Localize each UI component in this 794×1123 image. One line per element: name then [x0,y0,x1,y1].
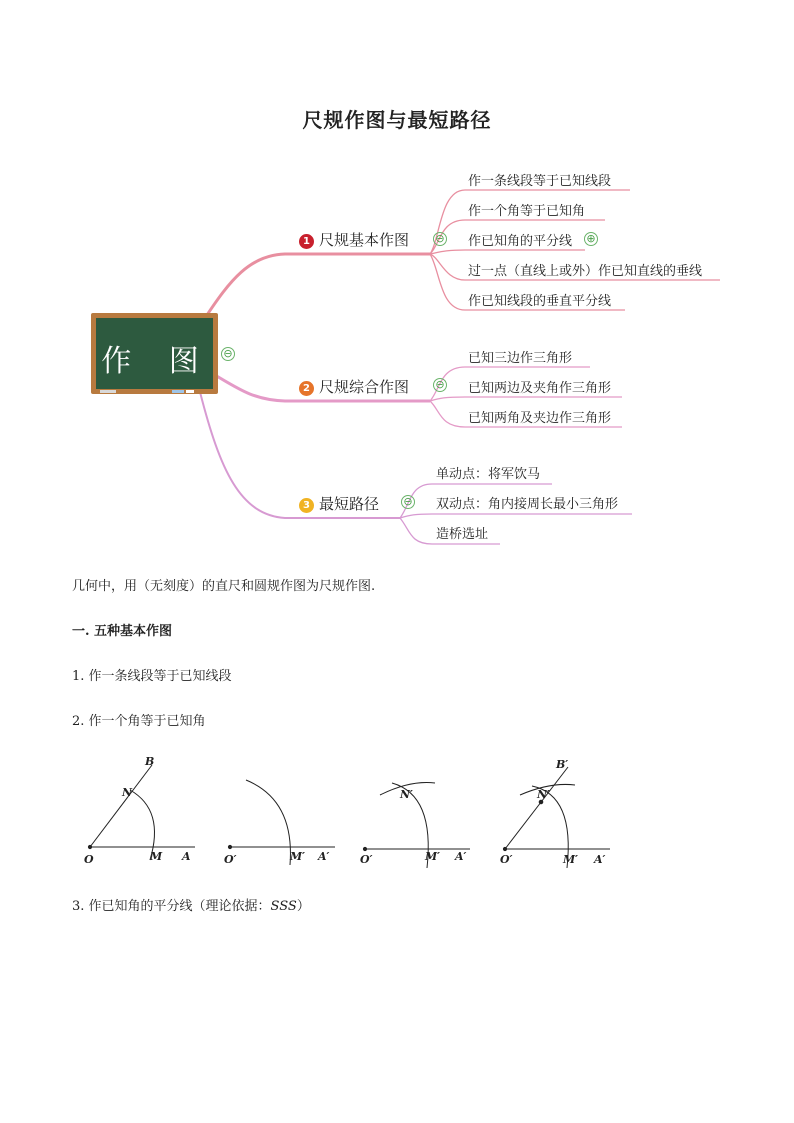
item-3-prefix: 3. 作已知角的平分线（理论依据： [72,899,271,914]
chalkboard-text: 作 图 [101,344,213,379]
leaf-1-5[interactable]: 作已知线段的垂直平分线 [468,294,612,309]
item-2: 2. 作一个角等于已知角 [72,714,206,729]
mindmap-connectors [0,0,794,560]
fig2-label-A: A′ [318,850,330,863]
branch-1[interactable] [299,229,409,250]
leaf-3-2[interactable]: 双动点：角内接周长最小三角形 [436,497,619,512]
badge-2: 2 [299,381,314,396]
leaf-1-1[interactable]: 作一条线段等于已知线段 [468,174,612,189]
fig4-label-B: B′ [556,758,569,771]
fig2-label-O: O′ [224,853,237,866]
branch-3-label: 最短路径 [319,495,380,513]
fig1-label-N: N [122,786,133,799]
badge-3: 3 [299,498,314,513]
branch-1-label: 尺规基本作图 [319,231,410,249]
badge-1: 1 [299,234,314,249]
fig1-label-O: O [84,853,94,866]
fig1-label-A: A [182,850,191,863]
fig4-label-O: O′ [500,853,513,866]
leaf-1-3[interactable]: 作已知角的平分线 [468,234,573,249]
fig3-label-O: O′ [360,853,373,866]
leaf-2-1[interactable]: 已知三边作三角形 [468,351,573,366]
fig4-label-A: A′ [594,853,606,866]
leaf-1-4[interactable]: 过一点（直线上或外）作已知直线的垂线 [468,264,703,279]
root-collapse-toggle[interactable]: ⊖ [221,347,235,361]
leaf-1-2[interactable]: 作一个角等于已知角 [468,204,586,219]
branch-3[interactable] [299,493,379,514]
branch-2[interactable] [299,376,409,397]
leaf-3-3[interactable]: 造桥选址 [436,527,489,542]
item-3 [72,895,310,914]
leaf-1-3-expand-toggle[interactable]: ⊕ [584,232,598,246]
branch-2-label: 尺规综合作图 [319,378,410,396]
branch-2-collapse-toggle[interactable]: ⊖ [433,378,447,392]
fig1-label-B: B [145,755,155,768]
page-title: 尺规作图与最短路径 [302,108,492,132]
branch-1-collapse-toggle[interactable]: ⊖ [433,232,447,246]
branch-1-connector [205,254,430,318]
leaf-3-1[interactable]: 单动点：将军饮马 [436,467,541,482]
leaf-2-3[interactable]: 已知两角及夹边作三角形 [468,411,612,426]
item-3-suffix: ） [296,899,310,914]
fig3-label-N: N′ [400,788,413,801]
fig4-label-N: N′ [537,788,550,801]
item-3-italic: SSS [270,899,297,914]
fig3-label-M: M′ [425,850,441,863]
fig2-label-M: M′ [290,850,306,863]
branch-3-collapse-toggle[interactable]: ⊖ [401,495,415,509]
fig4-label-M: M′ [563,853,579,866]
fig1-label-M: M [150,850,163,863]
intro-text: 几何中，用（无刻度）的直尺和圆规作图为尺规作图. [72,579,376,594]
section-heading-1: 一. 五种基本作图 [72,624,173,639]
fig3-label-A: A′ [455,850,467,863]
item-1: 1. 作一条线段等于已知线段 [72,669,232,684]
leaf-2-2[interactable]: 已知两边及夹角作三角形 [468,381,612,396]
